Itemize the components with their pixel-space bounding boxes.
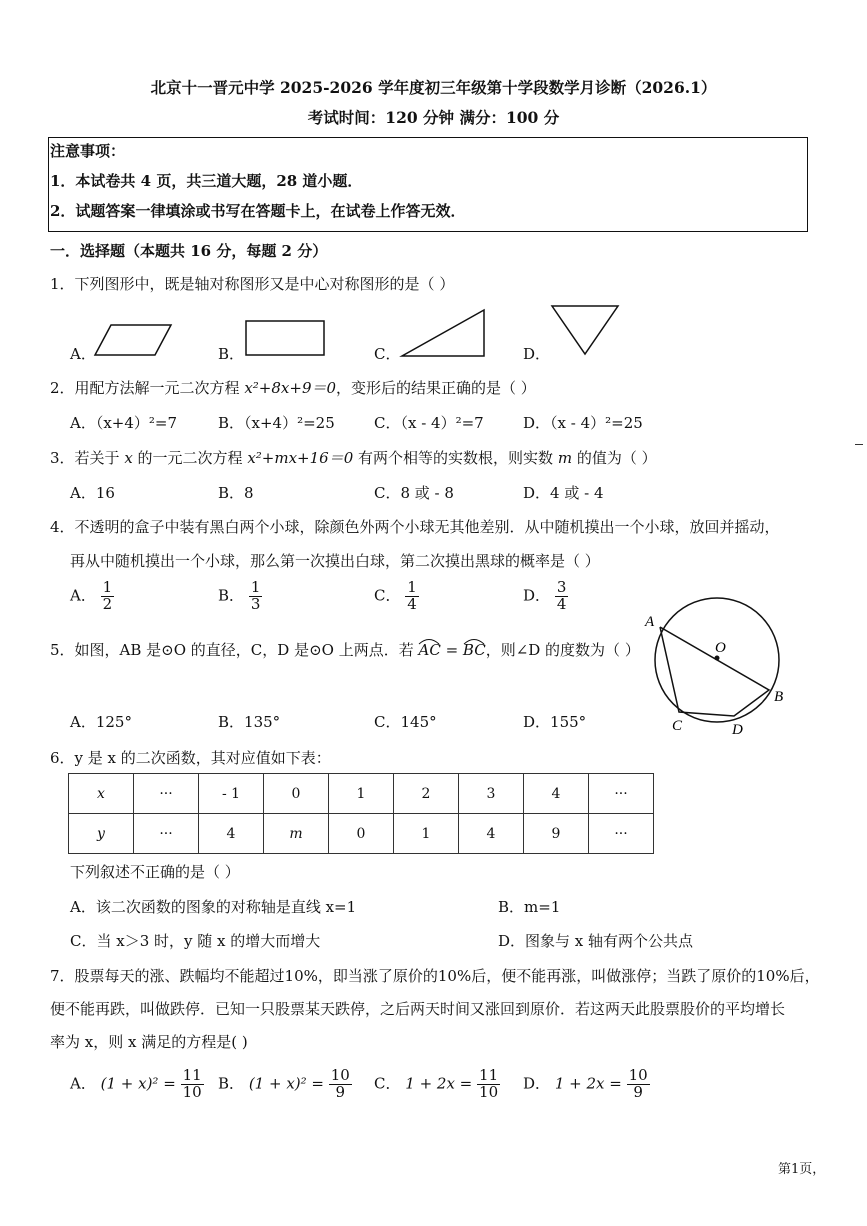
option-letter: D．: [523, 1074, 551, 1093]
table-cell: 1: [394, 814, 459, 854]
fraction: [477, 1068, 500, 1101]
notice-item: 2．试题答案一律填涂或书写在答题卡上，在试卷上作答无效．: [50, 202, 466, 220]
question-7-stem: 7．股票每天的涨、跌幅均不能超过10%，即当涨了原价的10%后，便不能再涨，叫做涨停；当跌了原价的10%后，: [50, 967, 820, 985]
fraction: [101, 580, 115, 613]
q3-option-c: C．8 或 - 8: [374, 484, 454, 502]
table-cell: ···: [134, 814, 199, 854]
arc-label: AC: [418, 641, 441, 659]
section-heading: 一．选择题（本题共 16 分，每题 2 分）: [50, 242, 328, 260]
table-cell: 0: [329, 814, 394, 854]
table-cell: 1: [329, 774, 394, 814]
table-cell: 3: [459, 774, 524, 814]
numerator: 1: [102, 578, 113, 596]
denominator: 9: [633, 1082, 643, 1101]
q3-stem-text: 的一元二次方程: [132, 449, 248, 467]
arc-mark-icon: [463, 637, 485, 645]
q5-stem-text: 5．如图，AB 是⊙O 的直径，C，D 是⊙O 上两点．若: [50, 641, 419, 659]
q4-option-d: [523, 580, 568, 613]
page-number: 第1页，: [778, 1162, 826, 1177]
cell-text: x: [97, 785, 105, 802]
q6-option-c: C．当 x＞3 时，y 随 x 的增大而增大: [70, 932, 321, 950]
denominator: 10: [479, 1082, 499, 1101]
numerator: 1: [407, 578, 417, 596]
option-letter: B．: [218, 1074, 245, 1093]
denominator: 2: [102, 594, 113, 613]
label-d: D: [732, 722, 743, 738]
circle-figure: [640, 600, 800, 745]
numerator: 10: [330, 1066, 350, 1084]
table-cell: - 1: [199, 774, 264, 814]
numerator: 1: [250, 578, 261, 596]
question-7-stem: 便不能再跌，叫做跌停．已知一只股票某天跌停，之后两天时间又涨回到原价．若这两天此股票股价的平均增长: [50, 1000, 786, 1018]
q2-option-c: C．（x - 4）²=7: [374, 414, 484, 432]
denominator: 9: [335, 1082, 346, 1101]
q5-option-b: B．135°: [218, 713, 281, 731]
cell-text: m: [289, 825, 303, 842]
question-1-stem: 1．下列图形中，既是轴对称图形又是中心对称图形的是（ ）: [50, 275, 455, 293]
exam-info: 考试时间：120 分钟 满分：100 分: [307, 108, 560, 127]
table-cell: 0: [264, 774, 329, 814]
cell-text: y: [97, 825, 105, 842]
label-a: A: [645, 614, 655, 630]
q2-stem-text: 2．用配方法解一元二次方程: [50, 379, 245, 397]
table-cell: [69, 774, 134, 814]
q7-option-a: [70, 1068, 204, 1101]
table-cell: 2: [394, 774, 459, 814]
q1-option-a: A．: [70, 345, 96, 363]
q2-option-d: D．（x - 4）²=25: [523, 414, 643, 432]
label-o: O: [715, 640, 726, 656]
denominator: 10: [182, 1082, 202, 1101]
inverted-triangle-figure: [550, 304, 622, 358]
option-letter: C．: [374, 586, 401, 605]
q3-var: x: [124, 449, 133, 467]
arc-mark-icon: [418, 637, 440, 645]
center-point: [715, 656, 720, 661]
notice-heading: 注意事项：: [50, 142, 126, 160]
question-2-stem: [50, 377, 536, 398]
table-cell: ···: [589, 774, 654, 814]
question-7-stem: 率为 x，则 x 满足的方程是( ): [50, 1033, 248, 1051]
q4-option-a: [70, 580, 114, 613]
equation-lhs: (1 + x)² =: [100, 1074, 176, 1093]
option-letter: C．: [374, 1074, 401, 1093]
q5-option-a: A．125°: [70, 713, 132, 731]
q6-option-d: D．图象与 x 轴有两个公共点: [498, 932, 694, 950]
q6-option-a: A．该二次函数的图象的对称轴是直线 x=1: [70, 898, 357, 916]
q3-stem-text: 的值为（ ）: [572, 449, 657, 467]
q1-option-b: B．: [218, 345, 245, 363]
q4-option-c: [374, 580, 419, 613]
label-c: C: [672, 718, 683, 734]
arc-ac: [418, 641, 440, 659]
option-letter: A．: [70, 1074, 96, 1093]
right-triangle-figure: [400, 308, 490, 360]
fraction: [249, 580, 263, 613]
option-letter: A．: [70, 586, 96, 605]
table-cell: 4: [199, 814, 264, 854]
equation-lhs: 1 + 2x =: [554, 1074, 622, 1093]
page-title: 北京十一晋元中学 2025-2026 学年度初三年级第十学段数学月诊断（2026.1）: [150, 78, 717, 97]
question-4-stem: 再从中随机摸出一个小球，那么第一次摸出白球，第二次摸出黑球的概率是（ ）: [70, 552, 600, 570]
q2-option-b: B．（x+4）²=25: [218, 414, 335, 432]
table-cell: ···: [589, 814, 654, 854]
numerator: 3: [556, 578, 567, 596]
q7-option-b: [218, 1068, 352, 1101]
q3-option-b: B．8: [218, 484, 254, 502]
fraction: [555, 580, 569, 613]
question-3-stem: [50, 447, 657, 468]
q1-option-c: C．: [374, 345, 401, 363]
q2-equation: x²+8x+9＝0: [244, 379, 337, 397]
q7-option-d: [523, 1068, 650, 1101]
denominator: 3: [250, 594, 261, 613]
q1-option-d: D．: [523, 345, 551, 363]
q6-option-b: B．m=1: [498, 898, 561, 916]
table-cell: [264, 814, 329, 854]
table-cell: [69, 814, 134, 854]
equation-lhs: (1 + x)² =: [248, 1074, 324, 1093]
q3-equation: x²+mx+16＝0: [247, 449, 354, 467]
notice-item: 1．本试卷共 4 页，共三道大题，28 道小题．: [50, 172, 363, 190]
question-5-stem: [50, 639, 640, 660]
table-row: [69, 774, 654, 814]
arc-label: BC: [462, 641, 486, 659]
q3-stem-text: 有两个相等的实数根，则实数: [353, 449, 558, 467]
arc-bc: [463, 641, 486, 659]
q5-option-c: C．145°: [374, 713, 437, 731]
option-letter: B．: [218, 586, 245, 605]
q3-option-d: D．4 或 - 4: [523, 484, 604, 502]
table-cell: 4: [524, 774, 589, 814]
fraction: [627, 1068, 650, 1101]
question-4-stem: 4．不透明的盒子中装有黑白两个小球，除颜色外两个小球无其他差别．从中随机摸出一个小球，放回并摇动，: [50, 518, 780, 536]
q2-option-a: A．（x+4）²=7: [70, 414, 178, 432]
numerator: 10: [628, 1066, 648, 1084]
option-letter: D．: [523, 586, 551, 605]
q5-stem-text: ，则∠D 的度数为（ ）: [485, 641, 640, 659]
q4-option-b: [218, 580, 262, 613]
q3-var: m: [557, 449, 573, 467]
table-row: [69, 814, 654, 854]
denominator: 4: [407, 594, 417, 613]
numerator: 11: [479, 1066, 499, 1084]
q5-stem-text: =: [440, 641, 463, 659]
margin-mark: [855, 444, 863, 445]
label-b: B: [774, 689, 784, 705]
q3-stem-text: 3．若关于: [50, 449, 125, 467]
equation-lhs: 1 + 2x =: [405, 1074, 473, 1093]
value-table: [68, 773, 654, 854]
parallelogram-figure: [95, 323, 175, 359]
q2-stem-text: ，变形后的结果正确的是（ ）: [336, 379, 536, 397]
q7-option-c: [374, 1068, 500, 1101]
denominator: 4: [556, 594, 567, 613]
question-6-stem: 6．y 是 x 的二次函数，其对应值如下表：: [50, 749, 331, 767]
q6-prompt: 下列叙述不正确的是（ ）: [70, 863, 240, 881]
q5-option-d: D．155°: [523, 713, 587, 731]
table-cell: 4: [459, 814, 524, 854]
q3-option-a: A．16: [70, 484, 115, 502]
fraction: [405, 580, 419, 613]
fraction: [181, 1068, 204, 1101]
numerator: 11: [182, 1066, 202, 1084]
table-cell: 9: [524, 814, 589, 854]
rectangle-figure: [245, 320, 327, 358]
fraction: [329, 1068, 352, 1101]
table-cell: ···: [134, 774, 199, 814]
